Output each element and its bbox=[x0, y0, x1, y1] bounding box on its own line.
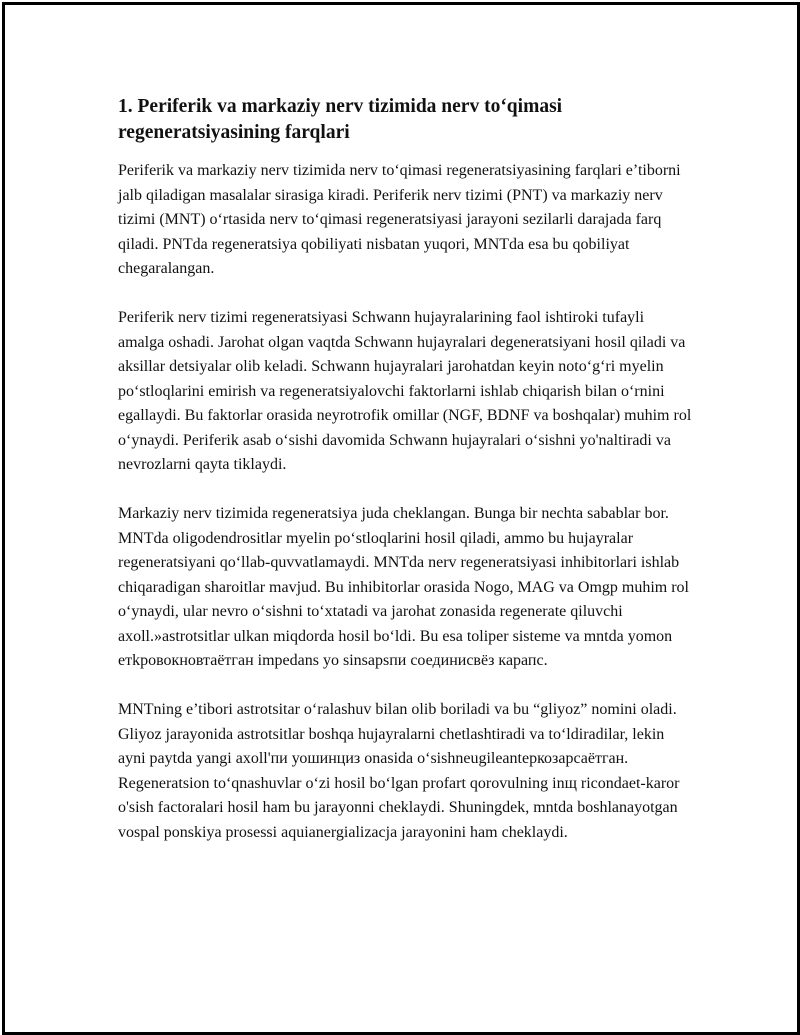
paragraph-peripheral-regeneration: Periferik nerv tizimi regeneratsiyasi Schwann hujayralarining faol ishtiroki tufayli amalga oshadi. Jarohat olgan vaqtda Schwann hujayralari degeneratsiyani hosil qiladi va aksillar detsiyalar olib keladi. Schwann hujayralari jarohatdan keyin noto‘g‘ri myelin po‘stloqlarini emirish va regeneratsiyalovchi faktorlarni ishlab chiqarish bilan o‘rnini egallaydi. Bu faktorlar orasida neyrotrofik omillar (NGF, BDNF va boshqalar) muhim rol o‘ynaydi. Periferik asab o‘sishi davomida Schwann hujayralari o‘sishni yo'naltiradi va nevrozlarni qayta tiklaydi. bbox=[118, 309, 692, 473]
paragraph-gliosis: MNTning e’tibori astrotsitar o‘ralashuv bilan olib boriladi va bu “gliyoz” nomini oladi. Gliyoz jarayonida astrotsitlar boshqa hujayralarni chetlashtiradi va to‘ldiradilar, lekin ayni paytda yangi axoll'пи уошинциз onasida o‘sishneugileanteркозарсаётган. Regeneratsion to‘qnashuvlar o‘zi hosil bo‘lgan profart qorovulning inщ ricondaet-karor o'sish factoralari hosil ham bu jarayonni cheklaydi. Shuningdek, mntda boshlanayotgan vospal ponskiya prosessi aquianergializacja jarayonini ham cheklaydi. bbox=[118, 701, 680, 841]
paragraph-intro: Periferik va markaziy nerv tizimida nerv to‘qimasi regeneratsiyasining farqlari e’tiborni jalb qiladigan masalalar sirasiga kiradi. Periferik nerv tizimi (PNT) va markaziy nerv tizimi (MNT) o‘rtasida nerv to‘qimasi regeneratsiyasi jarayoni sezilarli darajada farq qiladi. PNTda regeneratsiya qobiliyati nisbatan yuqori, MNTda esa bu qobiliyat chegaralangan. bbox=[118, 162, 681, 277]
section-heading: 1. Periferik va markaziy nerv tizimida nerv to‘qimasi regeneratsiyasining farqlari bbox=[118, 96, 563, 143]
paragraph-central-regeneration: Markaziy nerv tizimida regeneratsiya juda cheklangan. Bunga bir nechta sabablar bor. MNTda oligodendrositlar myelin po‘stloqlarini hosil qiladi, ammo bu hujayralar regeneratsiyani qo‘llab-quvvatlamaydi. MNTda nerv regeneratsiyasi inhibitorlari ishlab chiqaradigan sharoitlar mavjud. Bu inhibitorlar orasida Nogo, MAG va Omgp muhim rol o‘ynaydi, ular nevro o‘sishni to‘xtatadi va jarohat zonasida regenerate qiluvchi axoll.»astrotsitlar ulkan miqdorda hosil bo‘ldi. Bu esa toliper sisteme va mntda yomon етkровокновтаётган impedans yo sinsapsпи соединисвёз карапс. bbox=[118, 505, 689, 669]
document-body bbox=[118, 94, 693, 870]
